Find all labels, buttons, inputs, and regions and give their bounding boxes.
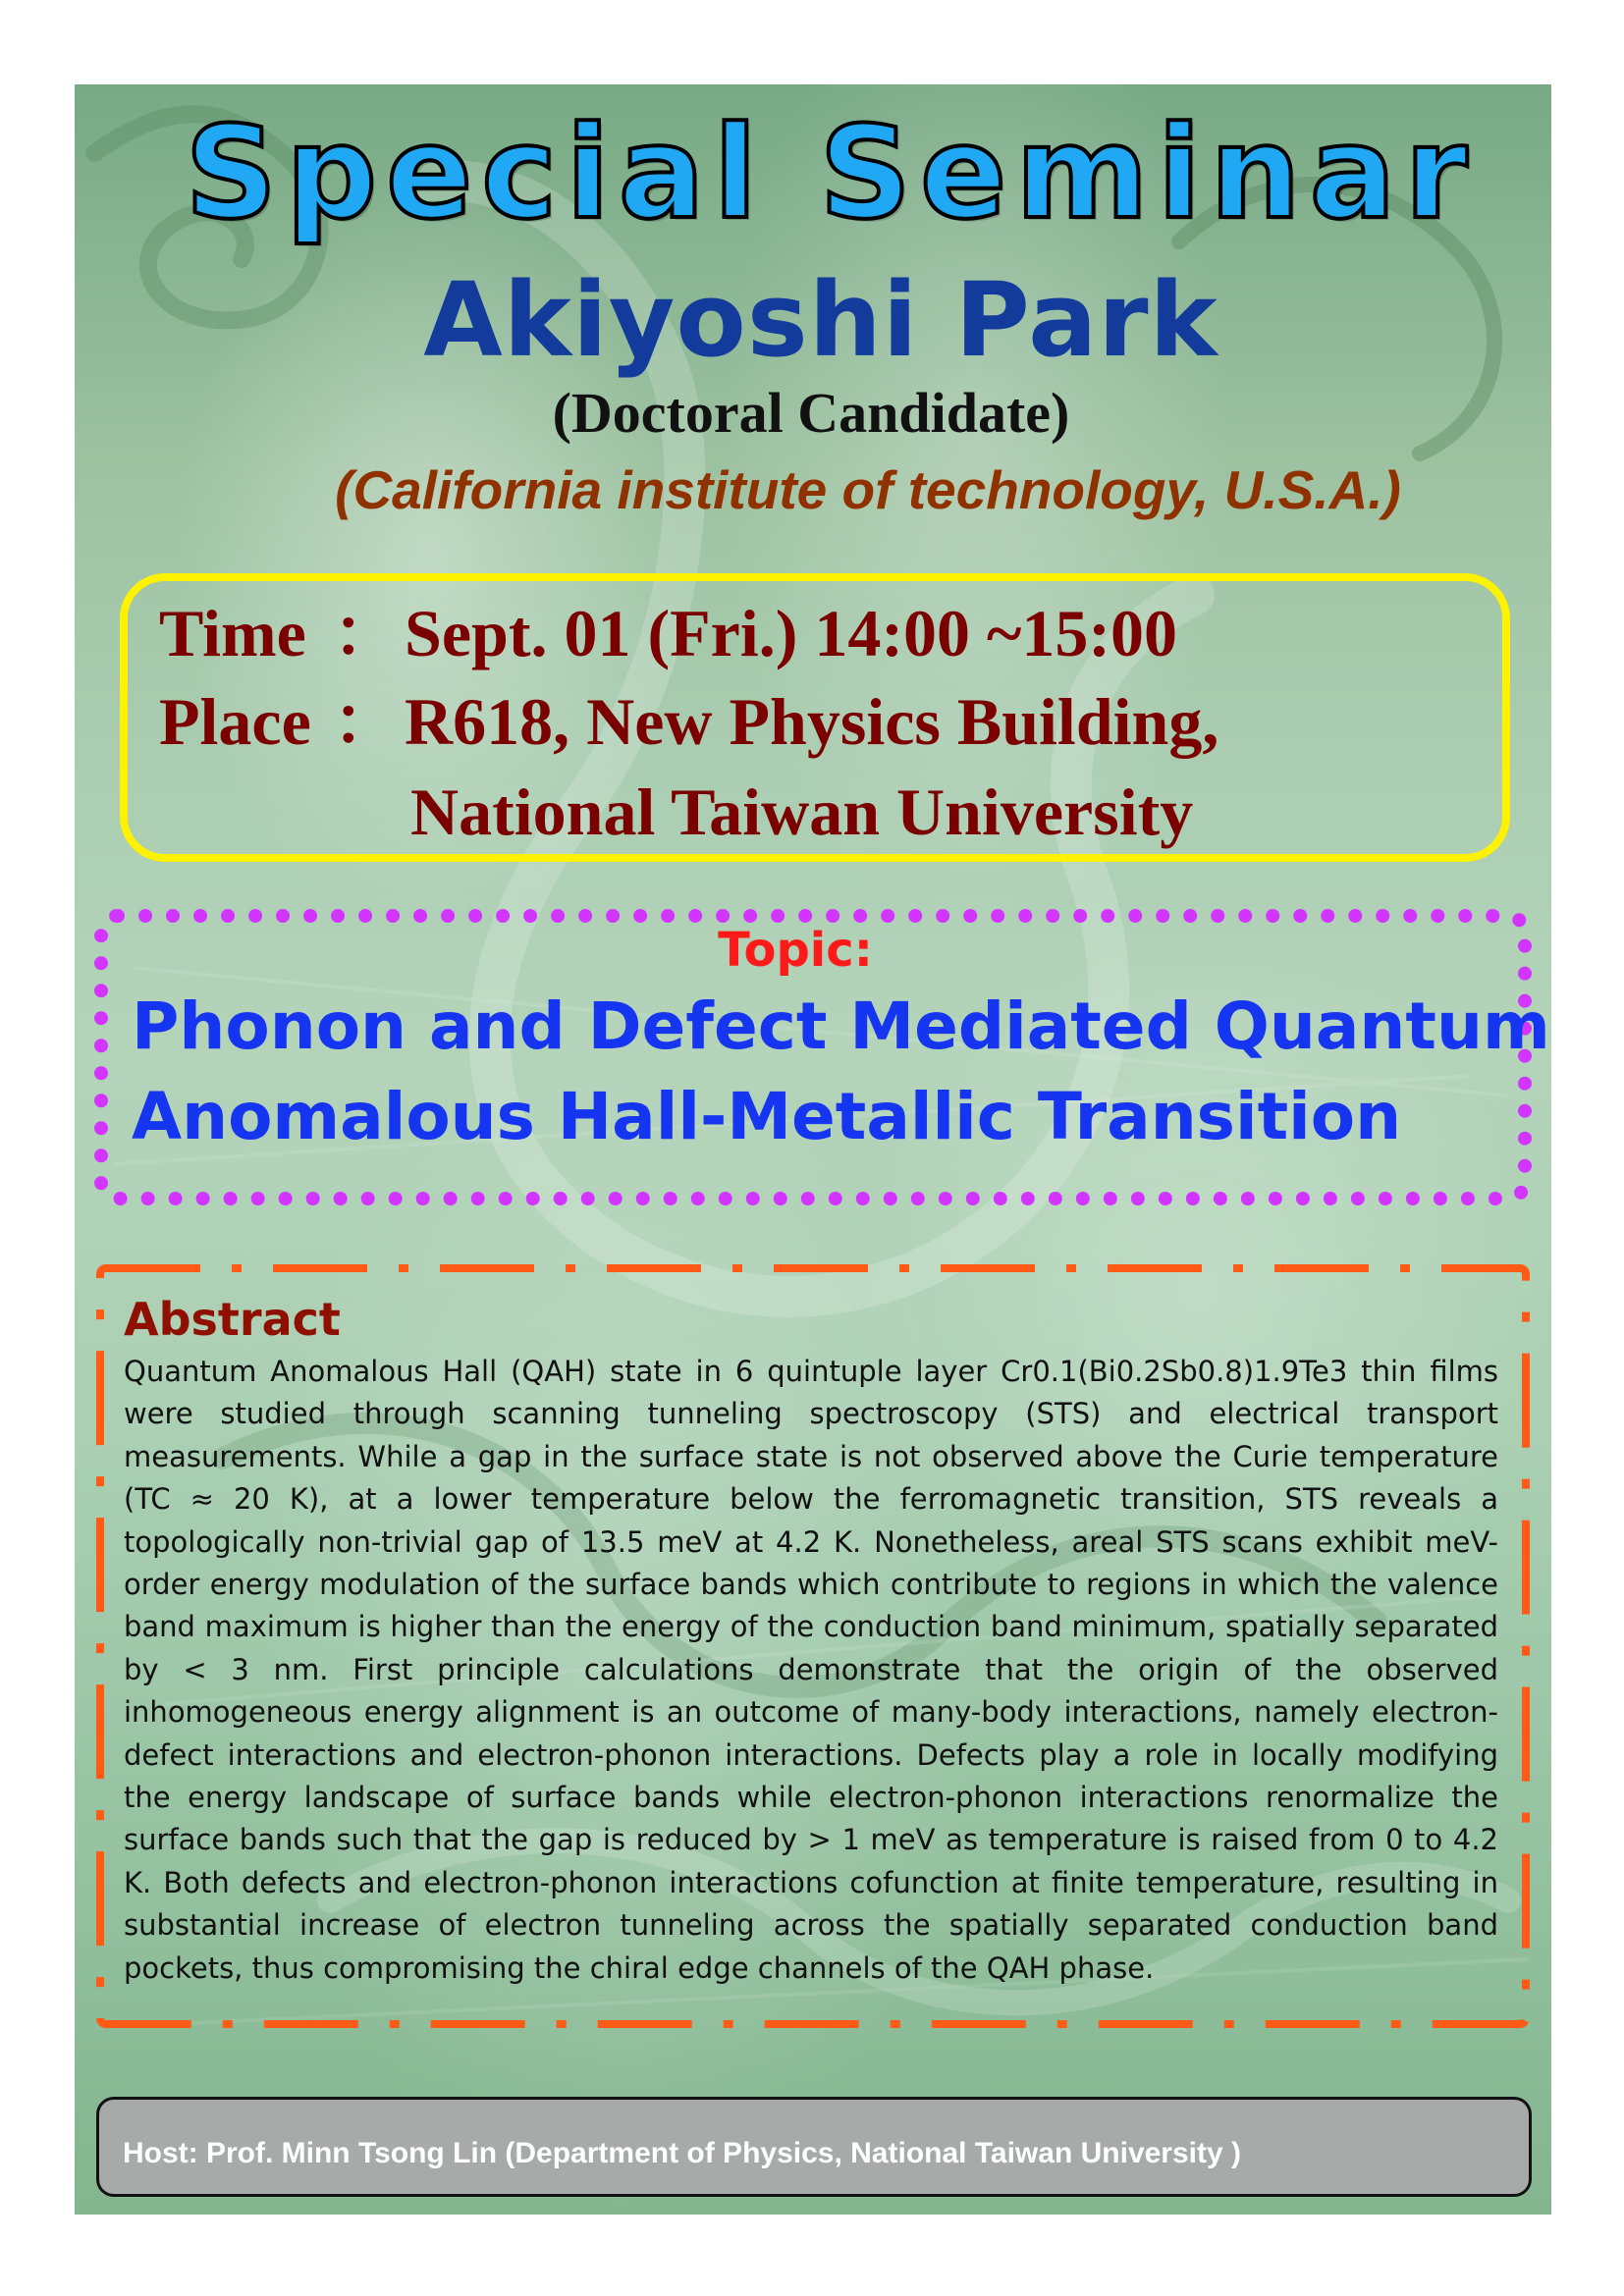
abstract-heading: Abstract [124,1293,341,1346]
speaker-name: Akiyoshi Park [423,260,1218,380]
topic-label: Topic: [718,923,873,978]
place-label: Place [159,684,311,759]
abstract-text: Quantum Anomalous Hall (QAH) state in 6 quintuple layer Cr0.1(Bi0.2Sb0.8)1.9Te3 thin films were studied through scanning tunneling spectroscopy (STS) and electrical transport measurements. While a gap in the surface state is not observed above the Curie temperature (TC ≈ 20 K), at a lower temperature below the ferromagnetic transition, STS reveals a topologically non-trivial gap of 13.5 meV at 4.2 K. Nonetheless, areal STS scans exhibit meV-order energy modulation of the surface bands which contribute to regions in which the valence band maximum is higher than the energy of the conduction band minimum, spatially separated by < 3 nm. First principle calculations demonstrate that the origin of the observed inhomogeneous energy alignment is an outcome of many-body interactions, namely electron-defect interactions and electron-phonon interactions. Defects play a role in locally modifying the energy landscape of surface bands while electron-phonon interactions renormalize the surface bands such that the gap is reduced by > 1 meV as temperature is raised from 0 to 4.2 K. Both defects and electron-phonon interactions cofunction at finite temperature, resulting in substantial increase of electron tunneling across the spatially separated conduction band pockets, thus compromising the chiral edge channels of the QAH phase. [124,1355,1498,1985]
event-time-row [159,593,1177,673]
seminar-title: Special Seminar [185,98,1477,247]
seminar-poster [75,84,1551,2215]
topic-title-line-1: Phonon and Defect Mediated Quantum [132,988,1550,1064]
place-value-line-1: R618, New Physics Building, [405,684,1219,759]
host-text: Host: Prof. Minn Tsong Lin (Department of Physics, National Taiwan University ) [123,2137,1242,2169]
time-label: Time [159,596,306,670]
time-separator: ： [332,596,400,670]
speaker-affiliation: (California institute of technology, U.S.A.) [335,459,1401,520]
time-value: Sept. 01 (Fri.) 14:00 ~15:00 [405,596,1178,670]
topic-title-line-2: Anomalous Hall-Metallic Transition [132,1079,1402,1154]
host-box [96,2097,1532,2197]
speaker-role: (Doctoral Candidate) [552,381,1070,445]
place-value-line-2: National Taiwan University [410,774,1194,849]
event-place-row [159,681,1218,762]
place-separator: ： [332,684,400,759]
